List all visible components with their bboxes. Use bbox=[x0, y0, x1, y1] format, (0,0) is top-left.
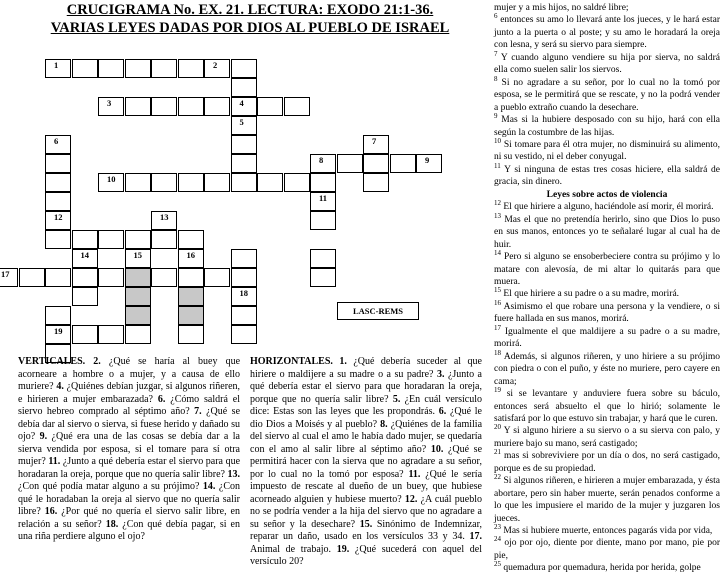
verse-number: 7 bbox=[494, 49, 498, 58]
grid-cell[interactable] bbox=[45, 173, 71, 192]
vertical-heading: VERTICALES. bbox=[18, 356, 86, 367]
grid-cell[interactable] bbox=[178, 59, 204, 78]
clue-number-19: 19 bbox=[54, 326, 63, 336]
grid-cell[interactable] bbox=[19, 268, 45, 287]
clue-number: 4. bbox=[56, 381, 64, 392]
verse-number: 19 bbox=[494, 385, 501, 394]
verse: $^{25}$ quemadura por quemadura, herida por herida, golpe bbox=[494, 560, 701, 574]
grid-cell[interactable] bbox=[204, 97, 230, 116]
clue-number: 11. bbox=[408, 468, 421, 480]
clue-number: 16. bbox=[44, 506, 58, 517]
grid-cell[interactable] bbox=[310, 249, 336, 268]
verse-number: 14 bbox=[494, 248, 501, 257]
clue-number: 7. bbox=[194, 406, 202, 417]
grid-cell[interactable] bbox=[45, 306, 71, 325]
clue-number: 10. bbox=[430, 443, 444, 455]
grid-cell[interactable] bbox=[231, 325, 257, 344]
clue-text: ¿Con qué podía matar alguno a su prójimo? bbox=[18, 481, 200, 492]
verse-number: 17 bbox=[494, 323, 501, 332]
grid-cell[interactable] bbox=[178, 306, 204, 325]
clue-number-7: 7 bbox=[372, 136, 377, 146]
grid-cell[interactable] bbox=[178, 173, 204, 192]
clue-text: ¿Qué le dio Dios a Moisés y al pueblo? bbox=[250, 406, 482, 430]
verse-number: 21 bbox=[494, 448, 501, 457]
clue-number-13: 13 bbox=[160, 212, 169, 222]
grid-cell[interactable] bbox=[125, 287, 151, 306]
clue-number-1: 1 bbox=[54, 60, 59, 70]
verse-number: 25 bbox=[494, 560, 501, 569]
grid-cell[interactable] bbox=[125, 325, 151, 344]
crossword-subtitle: VARIAS LEYES DADAS POR DIOS AL PUEBLO DE ISRAEL bbox=[50, 20, 450, 36]
clue-number: 18. bbox=[105, 518, 119, 530]
grid-cell[interactable] bbox=[125, 59, 151, 78]
grid-cell[interactable] bbox=[98, 268, 124, 287]
grid-cell[interactable] bbox=[231, 306, 257, 325]
clue-text: ¿En cuál versículo dice: Estas son las leyes que les propondrás. bbox=[250, 393, 483, 417]
grid-cell[interactable] bbox=[257, 97, 283, 116]
horizontal-clues bbox=[250, 356, 482, 569]
grid-cell[interactable] bbox=[231, 173, 257, 192]
grid-cell[interactable] bbox=[363, 173, 389, 192]
verse-number: 13 bbox=[494, 211, 501, 220]
clue-number-18: 18 bbox=[239, 288, 248, 298]
grid-cell[interactable] bbox=[231, 78, 257, 97]
grid-cell[interactable] bbox=[310, 173, 336, 192]
grid-cell[interactable] bbox=[231, 59, 257, 78]
horizontal-heading: HORIZONTALES. bbox=[250, 356, 333, 367]
verse: $^{17}$ Igualmente el que maldijere a su padre o a su madre, morirá. bbox=[494, 323, 720, 350]
verse: $^{12}$ El que hiriere a alguno, haciéndole así morir, él morirá. bbox=[494, 199, 714, 213]
grid-cell[interactable] bbox=[178, 97, 204, 116]
verse: $^{16}$ Asimismo el que robare una persona y la vendiere, o si fuere hallada en sus manos, morirá. bbox=[494, 298, 720, 325]
verse: $^{24}$ ojo por ojo, diente por diente, mano por mano, pie por pie, bbox=[494, 535, 720, 561]
clue-number-6: 6 bbox=[54, 136, 59, 146]
clue-text: ¿Junto a qué debería estar el siervo para que horadaran la oreja, porque que no quería salir libre? bbox=[250, 368, 482, 405]
grid-cell[interactable] bbox=[231, 135, 257, 154]
grid-cell[interactable] bbox=[151, 59, 177, 78]
crossword-grid bbox=[0, 0, 500, 360]
grid-cell[interactable] bbox=[337, 154, 363, 173]
verse-number: 8 bbox=[494, 74, 498, 83]
clue-text: ¿Qué se haría al buey que acorneare a hombre o a mujer, y a causa de ello muriere? bbox=[18, 356, 241, 392]
grid-cell[interactable] bbox=[284, 173, 310, 192]
verse: $^{10}$ Si tomare para él otra mujer, no disminuirá su alimento, ni su vestido, ni el deber conyugal. bbox=[494, 136, 720, 163]
clue-number: 1. bbox=[339, 356, 347, 367]
verse-number: 6 bbox=[494, 12, 498, 21]
clue-number: 11. bbox=[48, 456, 61, 467]
grid-cell[interactable] bbox=[45, 230, 71, 249]
verse-number: 16 bbox=[494, 298, 501, 307]
bible-reading-text bbox=[494, 2, 720, 575]
clue-number: 19. bbox=[336, 543, 350, 555]
grid-cell[interactable] bbox=[363, 154, 389, 173]
grid-cell[interactable] bbox=[125, 306, 151, 325]
clue-number: 5. bbox=[392, 393, 401, 405]
grid-cell[interactable] bbox=[125, 97, 151, 116]
clue-number: 2. bbox=[93, 356, 101, 367]
clue-number: 6. bbox=[157, 393, 166, 405]
clue-number-9: 9 bbox=[425, 155, 430, 165]
grid-cell[interactable] bbox=[125, 268, 151, 287]
clue-text: ¿Quiénes de la familia del siervo al cual el amo le había dado mujer, se quedaría con el amo al salir libre al séptimo año? bbox=[250, 418, 483, 455]
grid-cell[interactable] bbox=[231, 249, 257, 268]
verse: $^{20}$ Y si alguno hiriere a su siervo o a su sierva con palo, y muriere bajo su mano, será castigado; bbox=[494, 423, 720, 449]
clue-text: ¿Por qué no quería el siervo salir libre, en relación a su señor? bbox=[18, 506, 240, 530]
grid-cell[interactable] bbox=[257, 173, 283, 192]
clue-number: 15. bbox=[359, 518, 373, 530]
clue-text: Animal de trabajo. bbox=[250, 543, 332, 555]
grid-cell[interactable] bbox=[204, 173, 230, 192]
verse-number: 18 bbox=[494, 348, 501, 357]
verse-number: 24 bbox=[494, 535, 501, 544]
clue-text: ¿Con qué debía pagar, si en una riña perdiere alguno el ojo? bbox=[18, 518, 240, 542]
verse-number: 15 bbox=[494, 286, 501, 295]
crossword-title: CRUCIGRAMA No. EX. 21. LECTURA: EXODO 21:1-36. bbox=[66, 2, 434, 18]
verse: $^6$ entonces su amo lo llevará ante los jueces, y le hará estar junto a la puerta o al poste; y su amo le horadará la oreja con lesna, y será su siervo para siempre. bbox=[494, 12, 720, 51]
clue-number: 6. bbox=[438, 406, 447, 417]
verse-number: 20 bbox=[494, 423, 501, 432]
clue-text: Sinónimo de Indemnizar, reparar un daño, usado en los versículos 33 y 34. bbox=[250, 518, 483, 542]
clue-number: 13. bbox=[227, 468, 240, 480]
verse-continuation: mujer y a mis hijos, no saldré libre; bbox=[494, 3, 629, 13]
verse: $^{23}$ Mas si hubiere muerte, entonces pagarás vida por vida, bbox=[494, 522, 713, 537]
clue-number-15: 15 bbox=[133, 250, 142, 260]
grid-cell[interactable] bbox=[72, 325, 98, 344]
vertical-clues bbox=[18, 356, 240, 544]
clue-text: ¿Qué era una de las cosas se debía dar a la sierva vendida por esposa, si el tomare para sí otra mujer? bbox=[18, 431, 240, 467]
clue-text: ¿A cuál pueblo no se podría vender a la hija del siervo que no agradare a su señor y la desechare? bbox=[250, 493, 483, 530]
grid-cell[interactable] bbox=[72, 59, 98, 78]
grid-cell[interactable] bbox=[178, 287, 204, 306]
grid-cell[interactable] bbox=[151, 173, 177, 192]
grid-cell[interactable] bbox=[98, 325, 124, 344]
clue-text: ¿Qué le sería impuesto de rescate al dueño de un buey, que hubiese acorneado alguien y hubiese muerto? bbox=[250, 468, 483, 505]
grid-cell[interactable] bbox=[390, 154, 416, 173]
grid-cell[interactable] bbox=[178, 268, 204, 287]
clue-text: ¿Junto a qué debería estar el siervo para que horadaran la oreja, porque que no quería salir libre? bbox=[18, 456, 241, 480]
clue-text: ¿Quiénes debían juzgar, si algunos riñeren, e hirieren a mujer embarazada? bbox=[18, 381, 241, 405]
clue-number-12: 12 bbox=[54, 212, 63, 222]
grid-cell[interactable] bbox=[125, 230, 151, 249]
grid-cell[interactable] bbox=[72, 268, 98, 287]
grid-cell[interactable] bbox=[178, 325, 204, 344]
clue-number-8: 8 bbox=[319, 155, 324, 165]
grid-cell[interactable] bbox=[125, 173, 151, 192]
grid-cell[interactable] bbox=[98, 59, 124, 78]
verse-number: 23 bbox=[494, 522, 501, 531]
lasc-rems-logo: LASC-REMS bbox=[337, 302, 419, 320]
clue-text: ¿Con qué le horadaban la oreja al siervo que no quería salir libre? bbox=[18, 481, 240, 517]
clue-number: 3. bbox=[436, 368, 445, 380]
verse-number: 12 bbox=[494, 199, 501, 208]
clue-number-2: 2 bbox=[213, 60, 218, 70]
verse: $^{11}$ Y si ninguna de estas tres cosas hiciere, ella saldrá de gracia, sin dinero. bbox=[494, 161, 720, 188]
grid-cell[interactable] bbox=[231, 268, 257, 287]
verse: $^7$ Y cuando alguno vendiere su hija por sierva, no saldrá ella como suelen salir los siervos. bbox=[494, 49, 720, 76]
grid-cell[interactable] bbox=[72, 230, 98, 249]
verse-number: 10 bbox=[494, 136, 501, 145]
clue-text: ¿Qué se permitirá hacer con la sierva que no agradare a su señor, por lo cual no la tomó por esposa? bbox=[250, 443, 483, 480]
clue-text: ¿Qué sucederá con aquel del versículo 20? bbox=[250, 543, 483, 567]
grid-cell[interactable] bbox=[151, 97, 177, 116]
clue-number: 17. bbox=[469, 531, 483, 542]
verse: $^{18}$ Además, si algunos riñeren, y uno hiriere a su prójimo con piedra o con el puño, y éste no muriere, pero cayere en cama; bbox=[494, 348, 720, 387]
clue-number: 14. bbox=[202, 481, 216, 492]
clue-text: ¿Cómo saldrá el siervo hebreo comprado al séptimo año? bbox=[18, 393, 241, 417]
verse: $^{19}$ si se levantare y anduviere fuera sobre su báculo, entonces será absuelto el que lo hirió; solamente le satisfará por lo que estuvo sin trabajar, y hará que le curen. bbox=[494, 385, 720, 424]
clue-number: 12. bbox=[404, 493, 418, 505]
clue-text: ¿Qué debería suceder al que hiriere o maldijere a su madre o a su padre? bbox=[250, 356, 482, 380]
clue-number-11: 11 bbox=[319, 193, 328, 203]
section-subheading: Leyes sobre actos de violencia bbox=[546, 189, 668, 200]
clue-number-17: 17 bbox=[1, 269, 10, 279]
verse: $^{21}$ mas si sobreviviere por un día o dos, no será castigado, porque es de su propiedad. bbox=[494, 448, 720, 474]
grid-cell[interactable] bbox=[231, 154, 257, 173]
verse: $^{14}$ Pero si alguno se ensoberbeciere contra su prójimo y lo matare con alevosía, de mi altar lo quitarás para que muera. bbox=[494, 248, 720, 287]
grid-cell[interactable] bbox=[98, 230, 124, 249]
clue-number-10: 10 bbox=[107, 174, 116, 184]
clue-number-14: 14 bbox=[80, 250, 89, 260]
grid-cell[interactable] bbox=[151, 268, 177, 287]
verse: $^{22}$ Si algunos riñeren, e hirieren a mujer embarazada, y ésta abortare, pero sin haber muerte, serán penados conforme a lo que les impusiere el marido de la mujer y juzgaren los jueces. bbox=[494, 473, 720, 524]
clue-number-5: 5 bbox=[239, 117, 244, 127]
clue-number: 8. bbox=[380, 418, 388, 430]
grid-cell[interactable] bbox=[72, 287, 98, 306]
clue-number: 9. bbox=[39, 431, 48, 442]
grid-cell[interactable] bbox=[178, 230, 204, 249]
verse-number: 11 bbox=[494, 161, 501, 170]
grid-cell[interactable] bbox=[45, 154, 71, 173]
grid-cell[interactable] bbox=[284, 97, 310, 116]
verse: $^{15}$ El que hiriere a su padre o a su madre, morirá. bbox=[494, 286, 680, 300]
verse: $^{13}$ Mas el que no pretendía herirlo, sino que Dios lo puso en sus manos, entonces yo te señalaré lugar al cual ha de huir. bbox=[494, 211, 720, 250]
clue-number-3: 3 bbox=[107, 98, 112, 108]
verse: $^9$ Mas si la hubiere desposado con su hijo, hará con ella según la costumbre de las hijas. bbox=[494, 111, 720, 138]
grid-cell[interactable] bbox=[151, 230, 177, 249]
verse: $^8$ Si no agradare a su señor, por lo cual no la tomó por esposa, se le permitirá que se rescate, y no la podrá vender a pueblo extraño cuando la desechare. bbox=[494, 74, 720, 113]
verse-number: 22 bbox=[494, 473, 501, 482]
clue-number-16: 16 bbox=[186, 250, 195, 260]
clue-number-4: 4 bbox=[239, 98, 244, 108]
grid-cell[interactable] bbox=[310, 268, 336, 287]
clue-text: ¿Qué se debía dar al siervo o sierva, si fuese herido y dañado su ojo? bbox=[18, 406, 241, 442]
grid-cell[interactable] bbox=[45, 268, 71, 287]
verse-number: 9 bbox=[494, 111, 498, 120]
grid-cell[interactable] bbox=[45, 192, 71, 211]
grid-cell[interactable] bbox=[310, 211, 336, 230]
grid-cell[interactable] bbox=[204, 268, 230, 287]
